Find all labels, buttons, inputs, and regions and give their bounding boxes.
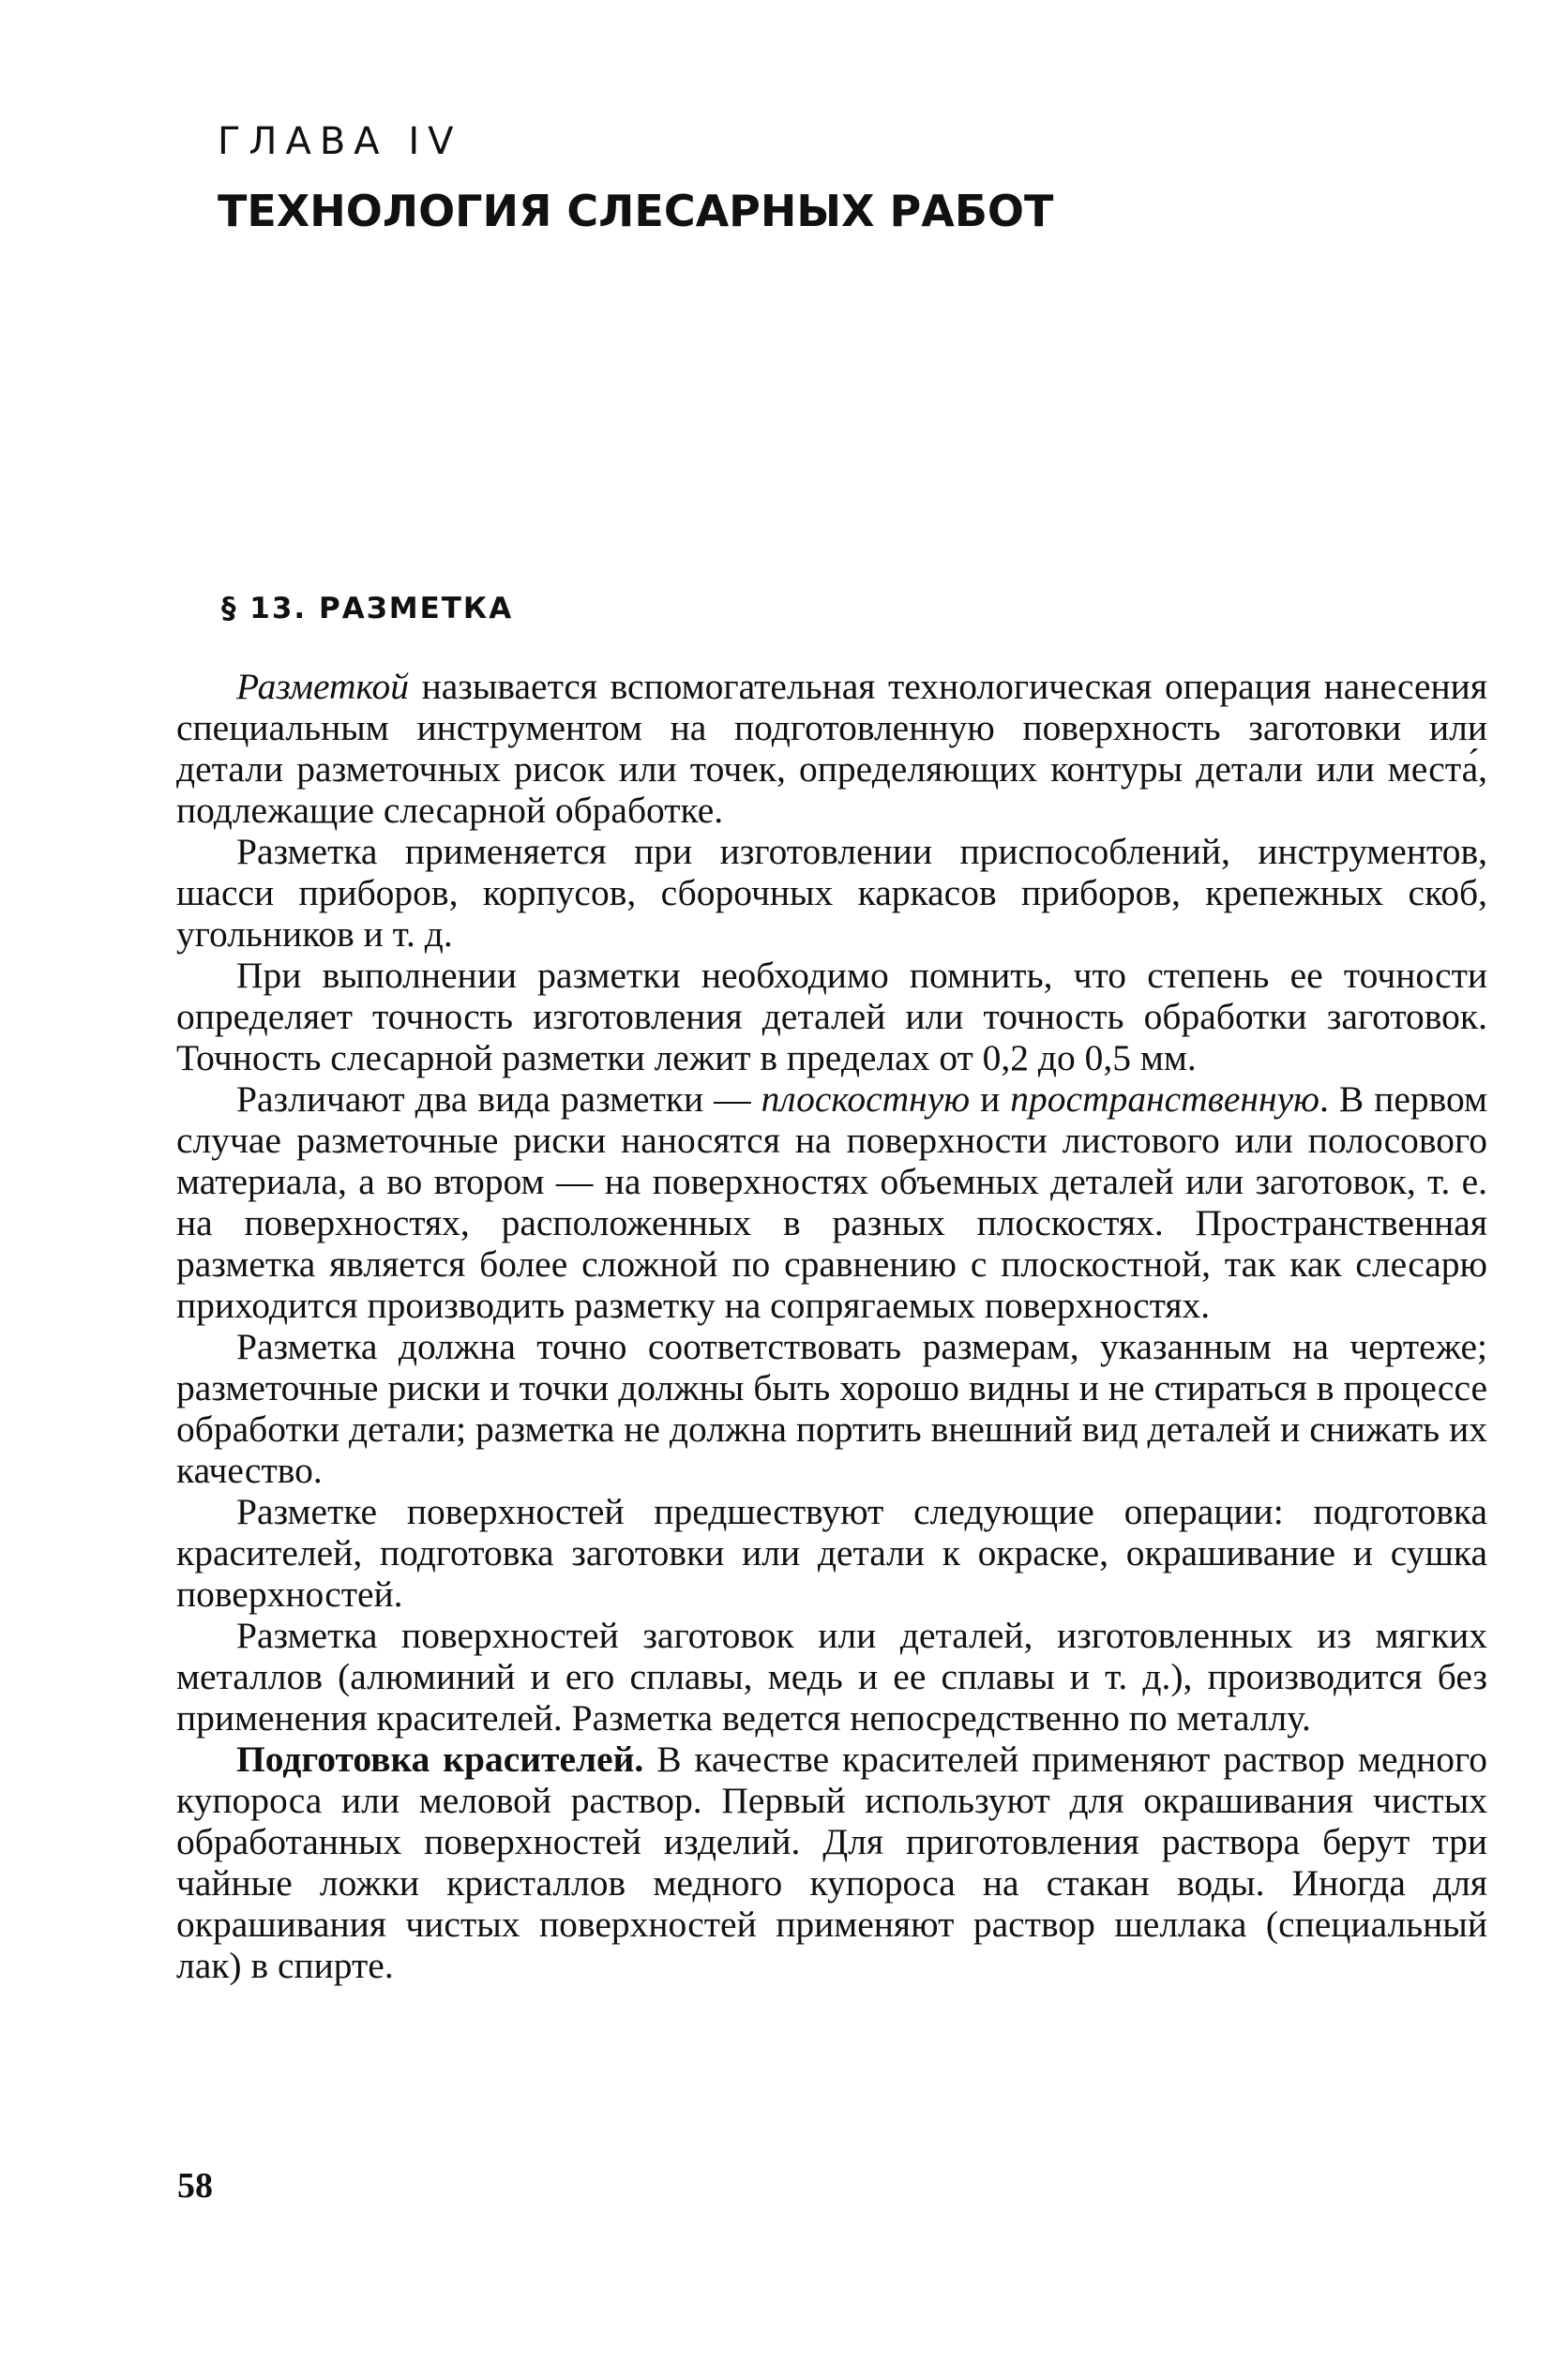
paragraph-3-text: При выполнении разметки необходимо помнить, что степень ее точности определяет точность изготовления деталей или точность обработки заготовок. Точность слесарной разметки лежит в пределах от 0,2 до 0,5 мм. (176, 955, 1487, 1078)
paragraph-7-text: Разметка поверхностей заготовок или деталей, изготовленных из мягких металлов (алюминий и его сплавы, медь и ее сплавы и т. д.), производится без применения красителей. Разметка ведется непосредственно по металлу. (176, 1615, 1487, 1739)
paragraph-2 (176, 831, 1487, 955)
term-ploskostnaya: плоскостную (761, 1078, 971, 1120)
paragraph-4 (176, 1078, 1487, 1326)
paragraph-4-text-a: Различают два вида разметки — (236, 1078, 761, 1120)
paragraph-6 (176, 1491, 1487, 1615)
term-razmetka: Разметкой (236, 666, 410, 707)
paragraph-1 (176, 666, 1487, 831)
paragraph-2-text: Разметка применяется при изготовлении приспособлений, инструментов, шасси приборов, корпусов, сборочных каркасов приборов, крепежных скоб, угольников и т. д. (176, 831, 1487, 955)
section-heading: § 13. РАЗМЕТКА (221, 592, 514, 625)
paragraph-3 (176, 955, 1487, 1078)
paragraph-5-text: Разметка должна точно соответствовать размерам, указанным на чертеже; разметочные риски и точки должны быть хорошо видны и не стираться в процессе обработки детали; разметка не должна портить внешний вид деталей и снижать их качество. (176, 1326, 1487, 1491)
paragraph-8-text: В качестве красителей применяют раствор медного купороса или меловой раствор. Первый используют для окрашивания чистых обработанных поверхностей изделий. Для приготовления раствора берут три чайные ложки кристаллов медного купороса на стакан воды. Иногда для окрашивания чистых поверхностей применяют раствор шеллака (специальный лак) в спирте. (176, 1739, 1487, 1986)
subheading-dyes: Подготовка красителей. (236, 1739, 644, 1780)
chapter-title: ТЕХНОЛОГИЯ СЛЕСАРНЫХ РАБОТ (218, 186, 1054, 236)
page-number: 58 (177, 2166, 213, 2206)
body-text (176, 666, 1487, 1986)
chapter-label: ГЛАВА IV (218, 120, 462, 163)
term-prostranstvennaya: пространственную (1010, 1078, 1319, 1120)
paragraph-8 (176, 1739, 1487, 1986)
paragraph-6-text: Разметке поверхностей предшествуют следующие операции: подготовка красителей, подготовка заготовки или детали к окраске, окрашивание и сушка поверхностей. (176, 1491, 1487, 1615)
paragraph-4-text-b: и (970, 1078, 1011, 1120)
paragraph-5 (176, 1326, 1487, 1491)
paragraph-1-text: называется вспомогательная технологическая операция нанесения специальным инструментом на подготовленную поверхность заготовки или детали разметочных рисок или точек, определяющих контуры детали или места́, подлежащие слесарной обработке. (176, 666, 1487, 831)
paragraph-4-text-c: . В первом случае разметочные риски наносятся на поверхности листового или полосового материала, а во втором — на поверхностях объемных деталей или заготовок, т. е. на поверхностях, расположенных в разных плоскостях. Пространственная разметка является более сложной по сравнению с плоскостной, так как слесарю приходится производить разметку на сопрягаемых поверхностях. (176, 1078, 1487, 1326)
paragraph-7 (176, 1615, 1487, 1739)
